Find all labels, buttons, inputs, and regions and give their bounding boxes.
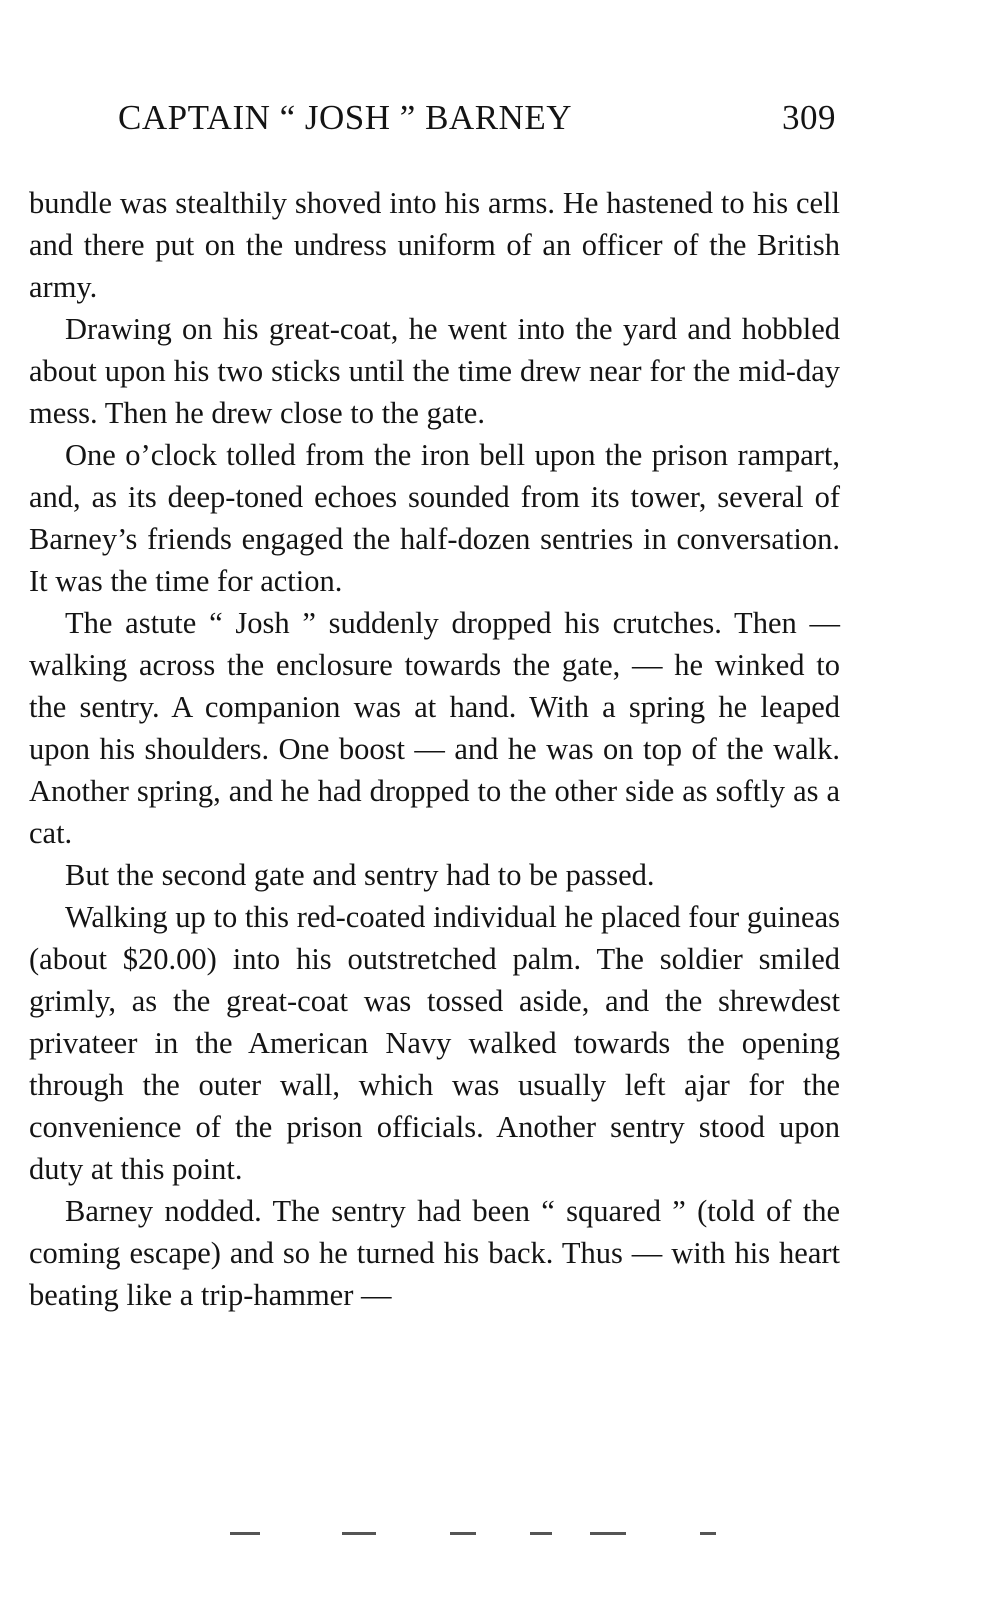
running-title: CAPTAIN “ JOSH ” BARNEY — [118, 98, 572, 137]
paragraph: The astute “ Josh ” suddenly dropped his crutches. Then — walking across the enclosure towards the gate, — he winked to the sentry. A companion was at hand. With a spring he leaped upon his shoulders. One boost — and he was on top of the walk. Another spring, and he had dropped to the other side as softly as a cat. — [29, 606, 840, 850]
body-text — [29, 182, 840, 1316]
paragraph: Drawing on his great-coat, he went into the yard and hobbled about upon his two sticks until the time drew near for the mid-day mess. Then he drew close to the gate. — [29, 312, 840, 430]
paragraph: But the second gate and sentry had to be passed. — [65, 858, 655, 892]
page-number: 309 — [782, 98, 836, 137]
running-head — [118, 98, 836, 146]
paragraph: One o’clock tolled from the iron bell upon the prison rampart, and, as its deep-toned echoes sounded from its tower, several of Barney’s friends engaged the half-dozen sentries in conversation. It was the time for action. — [29, 438, 840, 598]
bleed-through-marks — [230, 1532, 750, 1536]
paragraph-continued: bundle was stealthily shoved into his arms. He hastened to his cell and there put on the undress uniform of an officer of the British army. — [29, 186, 840, 304]
paragraph: Barney nodded. The sentry had been “ squared ” (told of the coming escape) and so he turned his back. Thus — with his heart beating like a trip-hammer — — [29, 1194, 840, 1312]
paragraph: Walking up to this red-coated individual he placed four guineas (about $20.00) into his outstretched palm. The soldier smiled grimly, as the great-coat was tossed aside, and the shrewdest privateer in the American Navy walked towards the opening through the outer wall, which was usually left ajar for the convenience of the prison officials. Another sentry stood upon duty at this point. — [29, 900, 840, 1186]
